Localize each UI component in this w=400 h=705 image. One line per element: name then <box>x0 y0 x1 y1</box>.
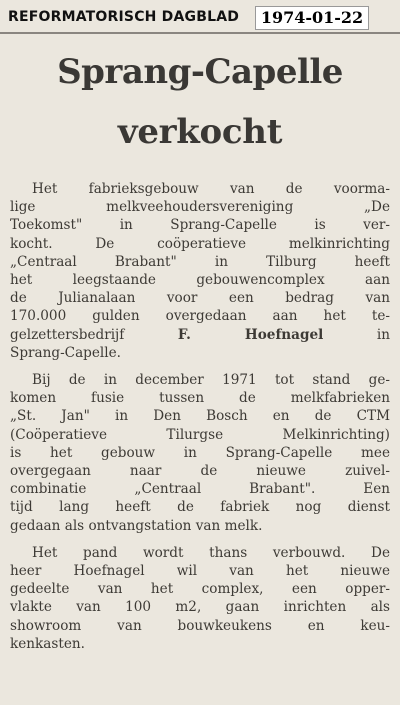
text-line: lige melkveehoudersvereniging „De <box>10 199 390 216</box>
text-line: Bij de in december 1971 tot stand ge- <box>32 372 390 389</box>
headline-line-2: verkocht <box>117 112 283 152</box>
text-line: vlakte van 100 m2, gaan inrichten als <box>10 599 390 616</box>
text-line: is het gebouw in Sprang-Capelle mee <box>10 444 390 461</box>
headline-line-1: Sprang-Capelle <box>57 52 343 92</box>
text-line: Het fabrieksgebouw van de voorma- <box>32 181 390 197</box>
text-fragment: in <box>376 326 390 343</box>
text-line: komen fusie tussen de melkfabrieken <box>10 390 390 407</box>
newspaper-name: REFORMATORISCH DAGBLAD <box>8 9 240 25</box>
text-line: kenkasten. <box>10 635 85 652</box>
company-name: F. Hoefnagel <box>177 326 324 343</box>
text-line: „St. Jan" in Den Bosch en de CTM <box>10 408 390 425</box>
article-body <box>10 180 390 653</box>
text-line: Het pand wordt thans verbouwd. De <box>32 544 390 561</box>
text-line: 170.000 gulden overgedaan aan het te- <box>10 308 390 325</box>
text-line: Toekomst" in Sprang-Capelle is ver- <box>10 217 390 234</box>
article-headline <box>0 50 400 154</box>
text-line: gedaan als ontvangstation van melk. <box>10 517 263 534</box>
text-line: overgegaan naar de nieuwe zuivel- <box>10 463 390 480</box>
text-line: tijd lang heeft de fabriek nog dienst <box>10 499 390 516</box>
publication-date: 1974-01-22 <box>255 6 369 30</box>
paragraph-3 <box>10 544 390 653</box>
text-line: de Julianalaan voor een bedrag van <box>10 290 390 307</box>
masthead-rule <box>0 32 400 34</box>
text-line: het leegstaande gebouwencomplex aan <box>10 272 390 289</box>
text-line: combinatie „Centraal Brabant". Een <box>10 481 390 498</box>
text-line: gedeelte van het complex, een opper- <box>10 581 390 598</box>
text-line: „Centraal Brabant" in Tilburg heeft <box>10 253 390 270</box>
text-fragment: gelzettersbedrijf <box>10 326 125 343</box>
text-line <box>10 326 390 344</box>
text-line: Sprang-Capelle. <box>10 344 121 361</box>
text-line: heer Hoefnagel wil van het nieuwe <box>10 563 390 580</box>
text-line: (Coöperatieve Tilurgse Melkinrichting) <box>10 426 390 443</box>
paragraph-2 <box>10 371 390 535</box>
text-line: showroom van bouwkeukens en keu- <box>10 617 390 634</box>
paragraph-1 <box>10 180 390 362</box>
masthead <box>6 6 394 30</box>
text-line: kocht. De coöperatieve melkinrichting <box>10 235 390 252</box>
